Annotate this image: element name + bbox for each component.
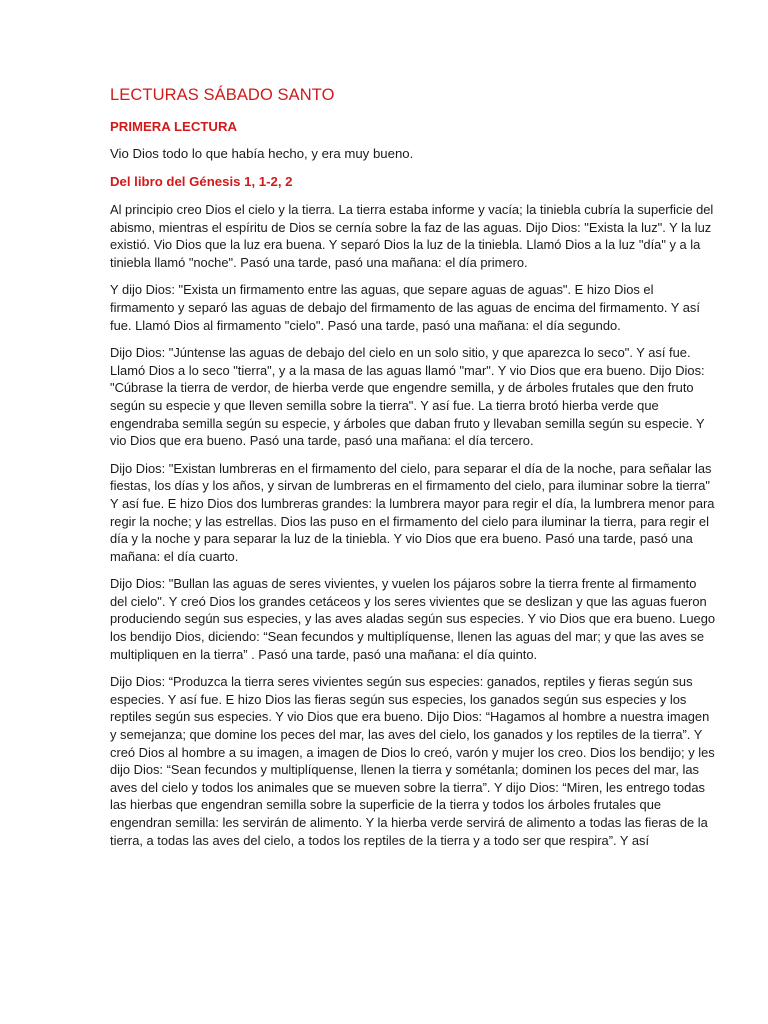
- paragraph: Dijo Dios: "Existan lumbreras en el firmamento del cielo, para separar el día de la noche, para señalar las fiestas, los días y los años, y sirvan de lumbreras en el firmamento del cielo, para iluminar sobre la tierra" Y así fue. E hizo Dios dos lumbreras grandes: la lumbrera mayor para regir el día, la lumbrera menor para regir la noche; y las estrellas. Dios las puso en el firmamento del cielo para iluminar la tierra, para regir el día y la noche y para separar la luz de la tiniebla. Y vio Dios que era bueno. Pasó una tarde, pasó una mañana: el día cuarto.: [110, 460, 715, 564]
- paragraph: Dijo Dios: “Produzca la tierra seres vivientes según sus especies: ganados, reptiles y fieras según sus especies. Y así fue. E hizo Dios las fieras según sus especies, los ganados según sus especies y los reptiles según sus especies. Y vio Dios que era bueno. Dijo Dios: “Hagamos al hombre a nuestra imagen y semejanza; que domine los peces del mar, las aves del cielo, los ganados y los reptiles de la tierra”. Y creó Dios al hombre a su imagen, a imagen de Dios lo creó, varón y mujer los creo. Dios los bendijo; y les dijo Dios: “Sean fecundos y multiplíquense, llenen la tierra y sométanla; dominen los peces del mar, las aves del cielo y todos los animales que se mueven sobre la tierra”. Y dijo Dios: “Miren, les entrego todas las hierbas que engendran semilla sobre la superficie de la tierra y todos los árboles frutales que engendran semilla: les servirán de alimento. Y la hierba verde servirá de alimento a todas las fieras de la tierra, a todas las aves del cielo, a todos los reptiles de la tierra y a todo ser que respira”. Y así: [110, 674, 715, 848]
- paragraph: Al principio creo Dios el cielo y la tierra. La tierra estaba informe y vacía; la tiniebla cubría la superficie del abismo, mientras el espíritu de Dios se cernía sobre la faz de las aguas. Dijo Dios: "Exista la luz". Y la luz existió. Vio Dios que la luz era buena. Y separó Dios la luz de la tiniebla. Llamó Dios a la luz "día" y a la tiniebla llamó "noche". Pasó una tarde, pasó una mañana: el día primero.: [110, 202, 714, 270]
- paragraph: Dijo Dios: "Bullan las aguas de seres vivientes, y vuelen los pájaros sobre la tierra frente al firmamento del cielo". Y creó Dios los grandes cetáceos y los seres vivientes que se deslizan y que las aguas fueron produciendo según sus especies, y las aves aladas según sus especies. Y vio Dios que era bueno. Luego los bendijo Dios, diciendo: “Sean fecundos y multiplíquense, llenen las aguas del mar; y que las aves se multipliquen en la tierra” . Pasó una tarde, pasó una mañana: el día quinto.: [110, 576, 716, 662]
- paragraph: Y dijo Dios: "Exista un firmamento entre las aguas, que separe aguas de aguas". E hizo Dios el firmamento y separó las aguas de debajo del firmamento de las aguas de encima del firmamento. Y así fue. Llamó Dios al firmamento "cielo". Pasó una tarde, pasó una mañana: el día segundo.: [110, 282, 700, 333]
- document-title: LECTURAS SÁBADO SANTO: [110, 86, 335, 104]
- paragraph: Dijo Dios: "Júntense las aguas de debajo del cielo en un solo sitio, y que aparezca lo seco". Y así fue. Llamó Dios a lo seco "tierra", y a la masa de las aguas llamó "mar". Y vio Dios que era bueno. Dijo Dios: "Cúbrase la tierra de verdor, de hierba verde que engendre semilla, y de árboles frutales que den fruto según su especie y que lleven semilla sobre la tierra". Y así fue. La tierra brotó hierba verde que engendraba semilla según su especie, y árboles que daban fruto y llevaban semilla según su especie. Y vio Dios que era bueno. Pasó una tarde, pasó una mañana: el día tercero.: [110, 345, 705, 449]
- section-heading: PRIMERA LECTURA: [110, 119, 237, 134]
- reading-subtitle: Vio Dios todo lo que había hecho, y era muy bueno.: [110, 146, 414, 161]
- reading-citation: Del libro del Génesis 1, 1-2, 2: [110, 174, 293, 189]
